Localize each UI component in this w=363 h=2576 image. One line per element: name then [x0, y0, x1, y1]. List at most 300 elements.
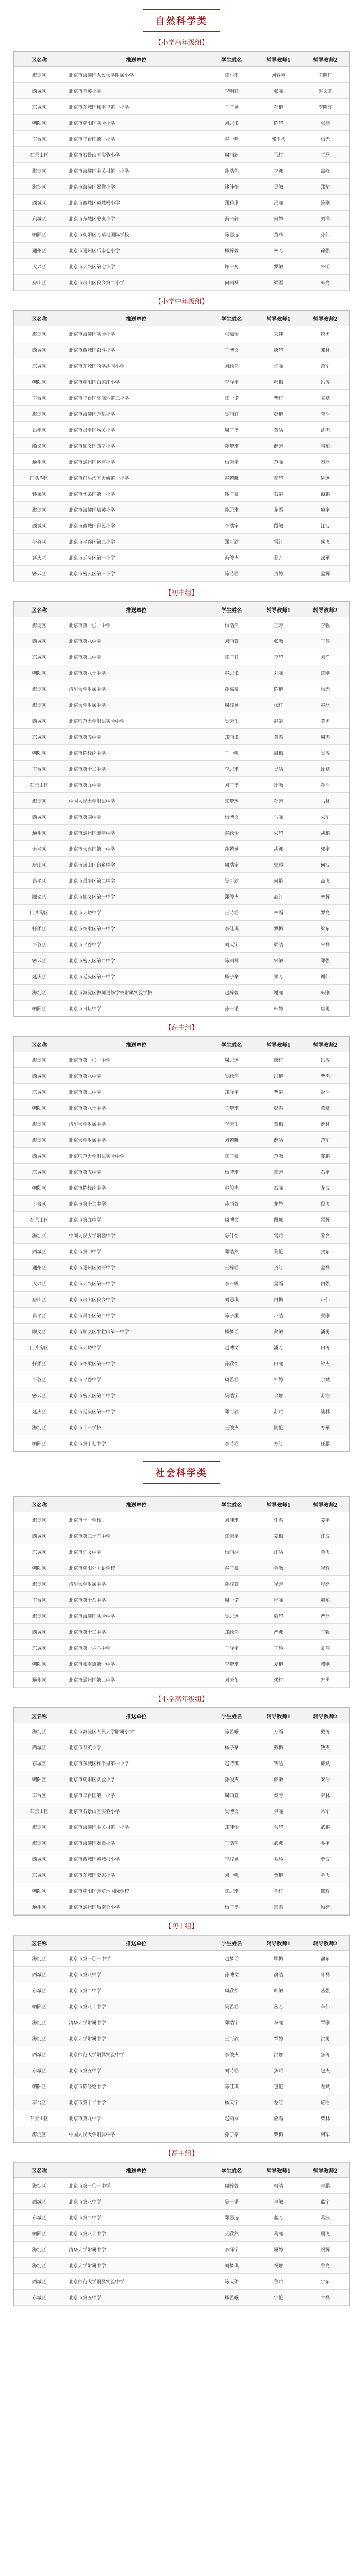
group-subtitle: 【初中组】 [164, 1923, 199, 1930]
district-cell: 东城区 [14, 1982, 64, 1998]
district-cell: 东城区 [14, 1755, 64, 1771]
school-cell: 北京市海淀区翠微小学 [64, 179, 208, 195]
table-row [14, 1244, 349, 1260]
teacher1-cell: 方红 [255, 1435, 302, 1451]
student-cell: 杨若曦 [208, 2290, 255, 2306]
school-cell: 北京市第五中学 [64, 729, 208, 745]
school-cell: 北京市第十二中学 [64, 2094, 208, 2110]
table-row [14, 1672, 349, 1688]
district-cell: 延庆区 [14, 1403, 64, 1419]
district-cell: 海淀区 [14, 1608, 64, 1624]
teacher1-cell: 段娜 [255, 1212, 302, 1228]
district-cell: 海淀区 [14, 2014, 64, 2030]
teacher1-cell: 孙芳 [255, 793, 302, 809]
student-cell: 陈天宇 [208, 1528, 255, 1544]
teacher2-cell: 周杰 [302, 729, 349, 745]
student-cell: 孙欣怡 [208, 1355, 255, 1371]
table-row [14, 1803, 349, 1819]
teacher2-cell: 蒋浩 [302, 406, 349, 422]
teacher2-cell: 覃刚 [302, 2014, 349, 2030]
teacher1-cell: 洪娜 [255, 2046, 302, 2062]
table-row [14, 2194, 349, 2210]
table-row [14, 422, 349, 438]
teacher1-cell: 崔芳 [255, 1576, 302, 1592]
header-cell: 辅导教师2 [302, 1936, 349, 1951]
header-row [14, 602, 349, 617]
table-row [14, 1819, 349, 1835]
table-row [14, 1228, 349, 1244]
teacher2-cell: 杨光 [302, 681, 349, 697]
teacher1-cell: 杨红 [255, 697, 302, 713]
teacher1-cell: 祝娜 [255, 2258, 302, 2274]
district-cell: 西城区 [14, 633, 64, 649]
table-row [14, 1560, 349, 1576]
teacher1-cell: 马丽 [255, 809, 302, 825]
teacher2-cell: 丛强 [302, 1982, 349, 1998]
district-cell: 西城区 [14, 1068, 64, 1084]
student-cell: 陈子墨 [208, 1308, 255, 1324]
district-cell: 海淀区 [14, 697, 64, 713]
table-row [14, 2178, 349, 2194]
teacher1-cell: 彭霞 [255, 1100, 302, 1116]
student-cell: 杨雨桐 [208, 1544, 255, 1560]
table-row [14, 1371, 349, 1387]
award-table-block [13, 1707, 350, 1916]
table-body [14, 1723, 349, 1915]
district-cell: 海淀区 [14, 1132, 64, 1148]
student-cell: 杨浩然 [208, 617, 255, 633]
student-cell: 刘一帆 [208, 1867, 255, 1883]
teacher1-cell: 邹芳 [255, 1164, 302, 1180]
table-header [14, 1037, 349, 1052]
header-row [14, 1037, 349, 1052]
district-cell: 延庆区 [14, 969, 64, 985]
district-cell: 怀柔区 [14, 486, 64, 502]
table-row [14, 1164, 349, 1180]
teacher1-cell: 范丽 [255, 454, 302, 470]
district-cell: 海淀区 [14, 617, 64, 633]
district-cell: 丰台区 [14, 2094, 64, 2110]
table-row [14, 1001, 349, 1016]
table-row [14, 1419, 349, 1435]
table-row [14, 1180, 349, 1196]
table-row [14, 374, 349, 390]
table-row [14, 1387, 349, 1403]
teacher1-cell: 朱静 [255, 825, 302, 841]
table-row [14, 1771, 349, 1787]
school-cell: 北京市怀柔区第一中学 [64, 921, 208, 937]
district-cell: 房山区 [14, 1292, 64, 1308]
student-cell: 杨梓萱 [208, 243, 255, 259]
school-cell: 北京市陈经纶中学 [64, 2078, 208, 2094]
table-row [14, 1308, 349, 1324]
district-cell: 东城区 [14, 729, 64, 745]
award-table-block [13, 310, 350, 582]
award-table-block [13, 2162, 350, 2306]
teacher2-cell: 戴涛 [302, 1723, 349, 1739]
award-table [14, 1935, 349, 2142]
district-cell: 东城区 [14, 1867, 64, 1883]
district-cell: 大兴区 [14, 841, 64, 857]
school-cell: 北京市大兴区第七小学 [64, 259, 208, 275]
student-cell: 刘子墨 [208, 777, 255, 793]
student-cell: 李浩宇 [208, 518, 255, 534]
teacher1-cell: 万霞 [255, 1723, 302, 1739]
table-row [14, 147, 349, 163]
table-row [14, 1787, 349, 1803]
table-row [14, 857, 349, 873]
school-cell: 北京市平谷中学 [64, 937, 208, 953]
student-cell: 刘欣然 [208, 358, 255, 374]
teacher2-cell: 应浩 [302, 2094, 349, 2110]
district-cell: 朝阳区 [14, 1180, 64, 1196]
teacher2-cell: 任鹏 [302, 1435, 349, 1451]
school-cell: 北京市第一〇一中学 [64, 1951, 208, 1967]
teacher1-cell: 邹静 [255, 470, 302, 486]
group-subtitle: 【初中组】 [164, 589, 199, 597]
district-cell: 延庆区 [14, 550, 64, 566]
student-cell: 王欣然 [208, 2226, 255, 2242]
teacher2-cell: 程亮 [302, 1576, 349, 1592]
teacher2-cell: 蓝宇 [302, 2194, 349, 2210]
award-table [14, 602, 349, 1016]
student-cell: 吴可欣 [208, 873, 255, 889]
table-row [14, 649, 349, 665]
header-cell: 辅导教师1 [255, 52, 302, 67]
table-row [14, 275, 349, 291]
header-row [14, 311, 349, 326]
table-row [14, 2046, 349, 2062]
table-row [14, 1084, 349, 1100]
teacher2-cell: 李晓东 [302, 99, 349, 115]
header-cell: 辅导教师2 [302, 311, 349, 326]
teacher2-cell: 夏伟 [302, 1640, 349, 1656]
school-cell: 北京市昌平区第二中学 [64, 873, 208, 889]
table-row [14, 1739, 349, 1755]
school-cell: 北京市海淀区中关村第一小学 [64, 163, 208, 179]
teacher1-cell: 林霞 [255, 905, 302, 921]
student-cell: 王博文 [208, 342, 255, 358]
district-cell: 西城区 [14, 195, 64, 211]
teacher2-cell: 吴涛 [302, 745, 349, 761]
student-cell: 钱子豪 [208, 486, 255, 502]
district-cell: 门头沟区 [14, 470, 64, 486]
school-cell: 北京市东城区和平里第一小学 [64, 99, 208, 115]
student-cell: 王梦琪 [208, 1100, 255, 1116]
student-cell: 王诗涵 [208, 905, 255, 921]
district-cell: 东城区 [14, 1084, 64, 1100]
district-cell: 海淀区 [14, 2178, 64, 2194]
school-cell: 北京市第十二中学 [64, 1196, 208, 1212]
teacher1-cell: 宋敏 [255, 953, 302, 969]
student-cell: 陈雨桐 [208, 953, 255, 969]
teacher2-cell: 孟辉 [302, 566, 349, 582]
table-row [14, 486, 349, 502]
district-cell: 海淀区 [14, 1116, 64, 1132]
district-cell: 海淀区 [14, 1419, 64, 1435]
student-cell: 杨博文 [208, 809, 255, 825]
header-cell: 区名称 [14, 1497, 64, 1512]
teacher1-cell: 郭玉梅 [255, 131, 302, 147]
header-cell: 推送单位 [64, 1936, 208, 1951]
teacher1-cell: 俞洁 [255, 1967, 302, 1982]
school-cell: 北京市朝阳区芳草地国际学校 [64, 1883, 208, 1899]
table-row [14, 2210, 349, 2226]
district-cell: 海淀区 [14, 2030, 64, 2046]
student-cell: 赵博文 [208, 1340, 255, 1355]
school-cell: 北京市第九中学 [64, 777, 208, 793]
table-row [14, 2062, 349, 2078]
district-cell: 密云区 [14, 1387, 64, 1403]
teacher1-cell: 吴洁 [255, 761, 302, 777]
header-cell: 学生姓名 [208, 311, 255, 326]
district-cell: 东城区 [14, 649, 64, 665]
teacher2-cell: 赵磊 [302, 697, 349, 713]
teacher2-cell: 邵军 [302, 550, 349, 566]
table-body [14, 1512, 349, 1688]
section-title: 自然科学类 [143, 9, 220, 32]
table-row [14, 2242, 349, 2258]
teacher1-cell: 李娜 [255, 163, 302, 179]
student-cell: 郑泽宇 [208, 1084, 255, 1100]
student-cell: 吴若涵 [208, 1998, 255, 2014]
table-row [14, 1982, 349, 1998]
school-cell: 北京市丰台区第一小学 [64, 1787, 208, 1803]
table-row [14, 793, 349, 809]
school-cell: 北京市第五中学 [64, 1164, 208, 1180]
table-row [14, 1899, 349, 1915]
teacher1-cell: 武娜 [255, 1835, 302, 1851]
teacher1-cell: 覃静 [255, 2030, 302, 2046]
district-cell: 海淀区 [14, 2258, 64, 2274]
teacher2-cell: 黎亮 [302, 1228, 349, 1244]
teacher2-cell: 韩刚 [302, 985, 349, 1001]
teacher2-cell: 沈杰 [302, 422, 349, 438]
teacher2-cell: 梁东 [302, 921, 349, 937]
district-cell: 海淀区 [14, 1835, 64, 1851]
teacher1-cell: 乔玲 [255, 1851, 302, 1867]
district-cell: 东城区 [14, 1164, 64, 1180]
district-cell: 通州区 [14, 454, 64, 470]
table-row [14, 761, 349, 777]
table-row [14, 1951, 349, 1967]
header-cell: 辅导教师1 [255, 311, 302, 326]
teacher2-cell: 汪波 [302, 1528, 349, 1544]
header-cell: 辅导教师1 [255, 1708, 302, 1723]
student-cell: 郑雨彤 [208, 729, 255, 745]
teacher2-cell: 徐斌 [302, 761, 349, 777]
spacer [0, 1487, 363, 1496]
table-row [14, 163, 349, 179]
table-row [14, 1723, 349, 1739]
header-cell: 区名称 [14, 311, 64, 326]
school-cell: 中国人民大学附属中学 [64, 2126, 208, 2142]
district-cell: 石景山区 [14, 1803, 64, 1819]
school-cell: 北京市通州区运河小学 [64, 454, 208, 470]
school-cell: 北京市汇文中学 [64, 1544, 208, 1560]
student-cell: 赵若曦 [208, 470, 255, 486]
district-cell: 昌平区 [14, 873, 64, 889]
header-cell: 学生姓名 [208, 52, 255, 67]
teacher1-cell: 钟静 [255, 1371, 302, 1387]
teacher2-cell: 罗亮 [302, 905, 349, 921]
teacher2-cell: 薛林 [302, 1116, 349, 1132]
teacher2-cell: 何波 [302, 857, 349, 873]
teacher2-cell: 秦浩 [302, 1771, 349, 1787]
district-cell: 海淀区 [14, 179, 64, 195]
header-cell: 推送单位 [64, 311, 208, 326]
teacher1-cell: 罗梅 [255, 921, 302, 937]
teacher2-cell: 魏东 [302, 1592, 349, 1608]
district-cell: 石景山区 [14, 2110, 64, 2126]
school-cell: 北京市昌平区第二中学 [64, 1308, 208, 1324]
school-cell: 北京市密云区第三小学 [64, 566, 208, 582]
student-cell: 郑浩宇 [208, 2014, 255, 2030]
award-table [14, 1708, 349, 1915]
header-cell: 推送单位 [64, 2163, 208, 2178]
teacher2-cell: 冯涛 [302, 374, 349, 390]
district-cell: 朝阳区 [14, 2078, 64, 2094]
school-cell: 北京市石景山区实验小学 [64, 1803, 208, 1819]
table-row [14, 342, 349, 358]
teacher1-cell: 范敏 [255, 1148, 302, 1164]
teacher1-cell: 吴敏 [255, 179, 302, 195]
district-cell: 朝阳区 [14, 1883, 64, 1899]
student-cell: 孙俊杰 [208, 1771, 255, 1787]
school-cell: 北京市东城区府学胡同小学 [64, 358, 208, 374]
student-cell: 孙一诺 [208, 1001, 255, 1016]
teacher1-cell: 龙霞 [255, 502, 302, 518]
school-cell: 北京市第四中学 [64, 1244, 208, 1260]
student-cell: 郑可欣 [208, 1403, 255, 1419]
teacher1-cell: 包艳 [255, 2078, 302, 2094]
school-cell: 北京市日坛中学 [64, 1001, 208, 1016]
table-row [14, 633, 349, 649]
teacher1-cell: 卓敏 [255, 2194, 302, 2210]
school-cell: 清华大学附属中学 [64, 1116, 208, 1132]
school-cell: 北京市通州区后南仓小学 [64, 1899, 208, 1915]
school-cell: 北京市西城区育民小学 [64, 518, 208, 534]
teacher1-cell: 胡娜 [255, 841, 302, 857]
district-cell: 密云区 [14, 566, 64, 582]
teacher1-cell: 姜梅 [255, 1528, 302, 1544]
student-cell: 吴欣然 [208, 1068, 255, 1084]
section-title: 社会科学类 [143, 1461, 220, 1484]
teacher1-cell: 黎芳 [255, 550, 302, 566]
student-cell: 郑可欣 [208, 534, 255, 550]
school-cell: 北京市延庆区第一中学 [64, 969, 208, 985]
table-row [14, 1640, 349, 1656]
district-cell: 顺义区 [14, 1324, 64, 1340]
teacher1-cell: 丛芳 [255, 1998, 302, 2014]
student-cell: 周雨萱 [208, 1787, 255, 1803]
teacher2-cell: 金飞 [302, 1544, 349, 1560]
district-cell: 西城区 [14, 1148, 64, 1164]
student-cell: 赵欣怡 [208, 825, 255, 841]
student-cell: 杨天宇 [208, 454, 255, 470]
school-cell: 北京市东城区史家小学 [64, 1867, 208, 1883]
student-cell: 刘诗涵 [208, 2062, 255, 2078]
student-cell: 许一凡 [208, 259, 255, 275]
teacher1-cell: 王芳 [255, 617, 302, 633]
teacher1-cell: 韩梅 [255, 374, 302, 390]
teacher2-cell: 万勇 [302, 1672, 349, 1688]
teacher2-cell: 廖宇 [302, 502, 349, 518]
student-cell: 刘雨萱 [208, 633, 255, 649]
teacher2-cell: 朱明 [302, 259, 349, 275]
student-cell: 冯子轩 [208, 211, 255, 227]
table-row [14, 905, 349, 921]
school-cell: 北京市第八中学 [64, 1967, 208, 1982]
student-cell: 陈思远 [208, 227, 255, 243]
teacher2-cell: 严磊 [302, 1608, 349, 1624]
table-row [14, 390, 349, 406]
teacher2-cell: 王磊 [302, 147, 349, 163]
school-cell: 北京市第二中学 [64, 649, 208, 665]
table-header [14, 602, 349, 617]
teacher2-cell: 侯飞 [302, 534, 349, 550]
student-cell: 刘若曦 [208, 1132, 255, 1148]
district-cell: 东城区 [14, 2210, 64, 2226]
table-row [14, 1835, 349, 1851]
district-cell: 西城区 [14, 1528, 64, 1544]
teacher2-cell: 谢伟 [302, 969, 349, 985]
teacher2-cell: 洪勇 [302, 2030, 349, 2046]
award-table [14, 1037, 349, 1451]
teacher2-cell: 常军 [302, 1803, 349, 1819]
district-cell: 怀柔区 [14, 921, 64, 937]
district-cell: 海淀区 [14, 1819, 64, 1835]
student-cell: 赵梦瑶 [208, 1951, 255, 1967]
teacher2-cell: 陈刚 [302, 195, 349, 211]
teacher2-cell: 白强 [302, 1276, 349, 1292]
student-cell: 孙嘉豪 [208, 681, 255, 697]
student-cell: 刘思琪 [208, 1292, 255, 1308]
table-row [14, 745, 349, 761]
header-cell: 辅导教师1 [255, 602, 302, 617]
teacher1-cell: 葛丽 [255, 2226, 302, 2242]
table-header [14, 52, 349, 67]
table-row [14, 1132, 349, 1148]
teacher1-cell: 任霞 [255, 1512, 302, 1528]
school-cell: 北京师范大学附属实验中学 [64, 2046, 208, 2062]
teacher2-cell: 龙波 [302, 1180, 349, 1196]
student-cell: 李泽宇 [208, 374, 255, 390]
teacher2-cell: 胡鹏 [302, 825, 349, 841]
header-row [14, 52, 349, 67]
district-cell: 海淀区 [14, 502, 64, 518]
student-cell: 吴天佑 [208, 713, 255, 729]
teacher1-cell: 冯丽 [255, 195, 302, 211]
student-cell: 孙若涵 [208, 841, 255, 857]
teacher1-cell: 叶敏 [255, 1982, 302, 1998]
student-cell: 杨子墨 [208, 1899, 255, 1915]
district-cell: 房山区 [14, 857, 64, 873]
teacher2-cell: 柴林 [302, 2110, 349, 2126]
teacher2-cell: 徐强 [302, 243, 349, 259]
teacher2-cell: 王晓红 [302, 67, 349, 83]
district-cell: 西城区 [14, 1851, 64, 1867]
district-cell: 西城区 [14, 342, 64, 358]
teacher2-cell: 赖刚 [302, 1656, 349, 1672]
district-cell: 海淀区 [14, 1951, 64, 1967]
header-cell: 辅导教师1 [255, 1497, 302, 1512]
teacher2-cell: 袁斌 [302, 390, 349, 406]
student-cell: 郑思远 [208, 2210, 255, 2226]
district-cell: 昌平区 [14, 1308, 64, 1324]
table-row [14, 1755, 349, 1771]
school-cell: 北京市第二中学 [64, 1084, 208, 1100]
